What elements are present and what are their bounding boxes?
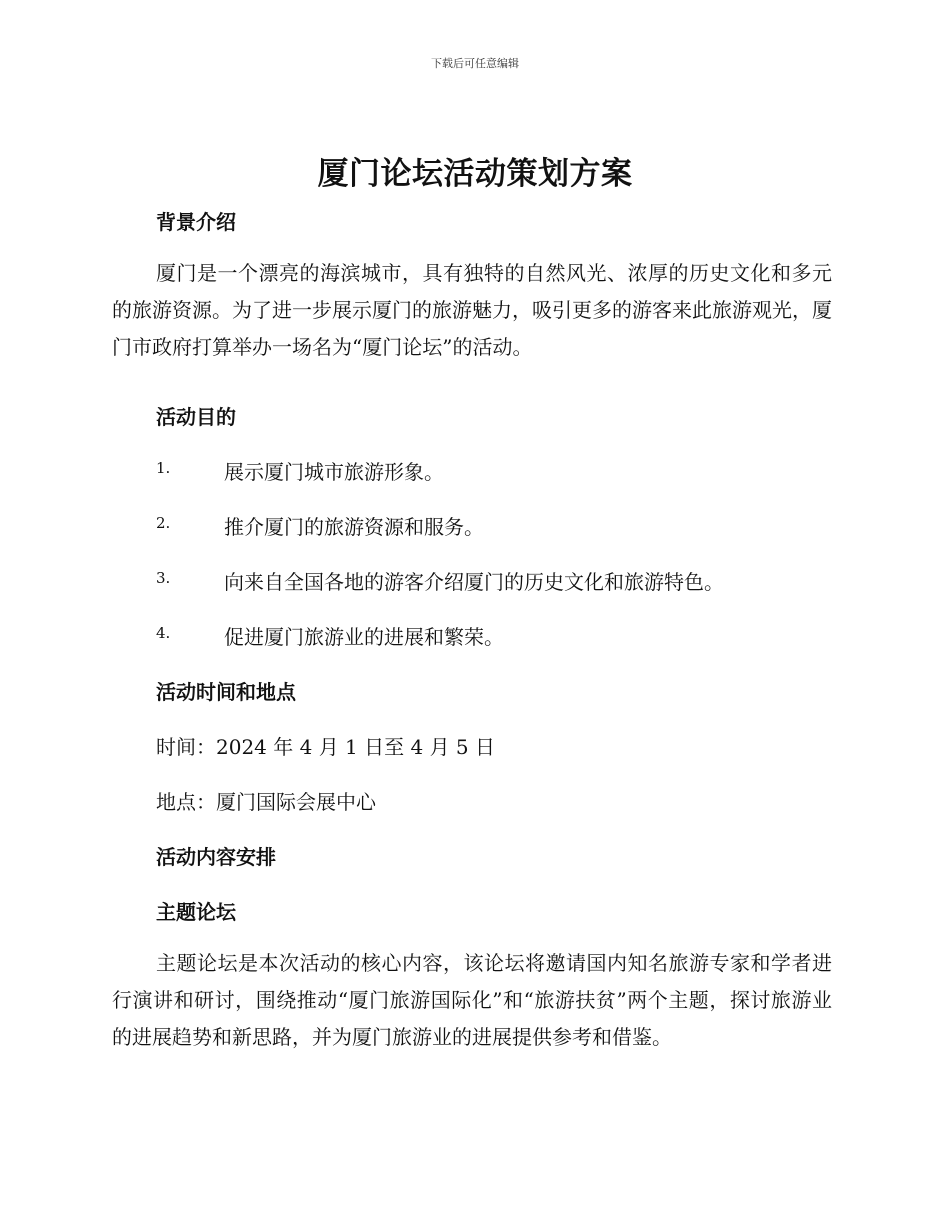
event-place: 地点：厦门国际会展中心 (156, 790, 376, 814)
theme-forum-paragraph: 主题论坛是本次活动的核心内容，该论坛将邀请国内知名旅游专家和学者进行演讲和研讨，围绕推动“厦门旅游国际化”和“旅游扶贫”两个主题，探讨旅游业的进展趋势和新思路，并为厦门旅游业的进展提供参考和借鉴。 (112, 951, 832, 1049)
section-heading-theme-forum: 主题论坛 (156, 900, 236, 924)
section-heading-content: 活动内容安排 (156, 845, 276, 869)
document-title: 厦门论坛活动策划方案 (317, 156, 633, 192)
background-paragraph: 厦门是一个漂亮的海滨城市，具有独特的自然风光、浓厚的历史文化和多元的旅游资源。为了进一步展示厦门的旅游魅力，吸引更多的游客来此旅游观光，厦门市政府打算举办一场名为“厦门论坛”的活动。 (112, 261, 832, 359)
list-item-number: 1. (156, 459, 171, 477)
page-header-note: 下载后可任意编辑 (431, 57, 519, 70)
section-heading-background: 背景介绍 (156, 210, 236, 234)
list-item-number: 4. (156, 624, 171, 642)
list-item-number: 3. (156, 569, 171, 587)
section-heading-purpose: 活动目的 (156, 405, 236, 429)
section-heading-time-place: 活动时间和地点 (156, 680, 296, 704)
list-item-text: 展示厦门城市旅游形象。 (224, 460, 444, 484)
event-time: 时间：2024 年 4 月 1 日至 4 月 5 日 (156, 735, 496, 759)
list-item-text: 促进厦门旅游业的进展和繁荣。 (224, 625, 504, 649)
list-item-text: 推介厦门的旅游资源和服务。 (224, 515, 484, 539)
list-item-number: 2. (156, 514, 171, 532)
list-item-text: 向来自全国各地的游客介绍厦门的历史文化和旅游特色。 (224, 570, 724, 594)
